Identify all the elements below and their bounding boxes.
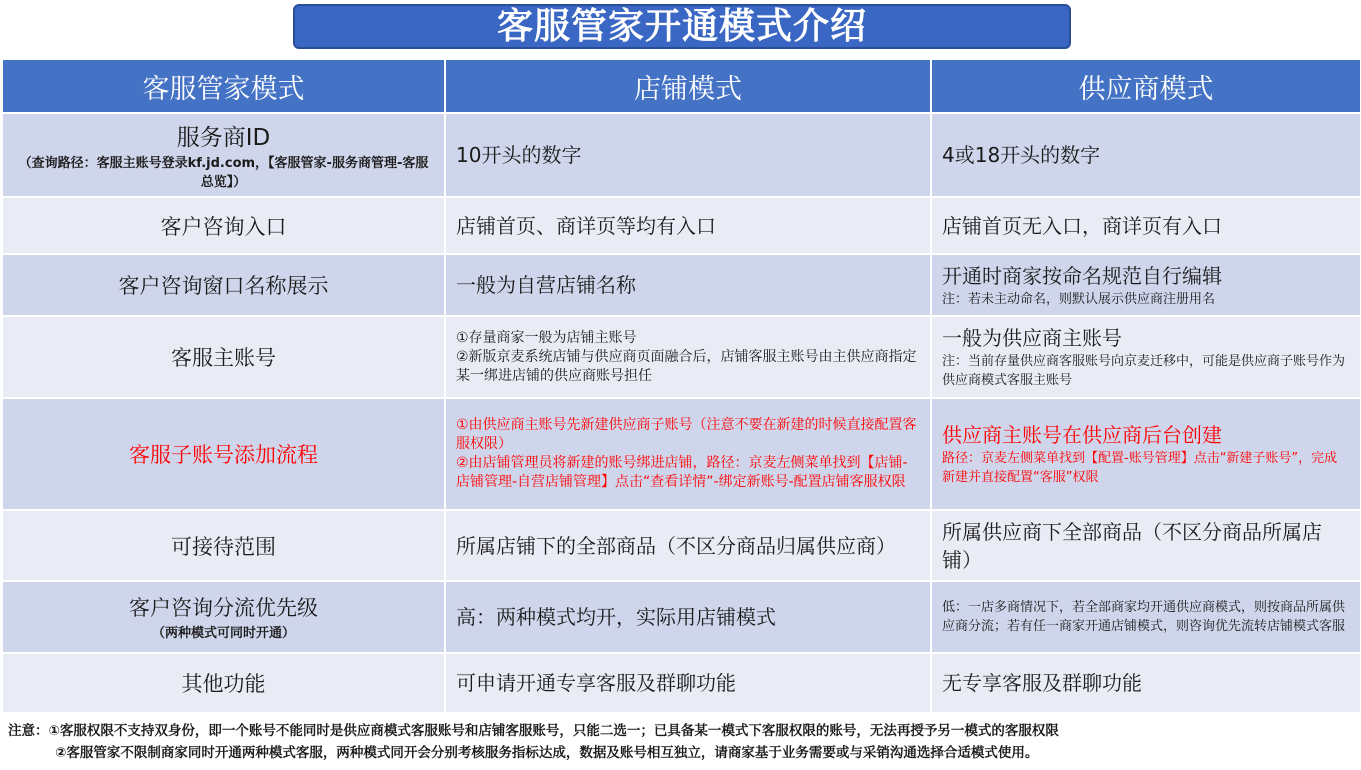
feature-cell: 客服主账号 [2, 316, 445, 398]
supplier-cell: 低：一店多商情况下，若全部商家均开通供应商模式，则按商品所属供应商分流；若有任一商家开通店铺模式，则咨询优先流转店铺模式客服 [931, 581, 1361, 653]
supplier-cell: 店铺首页无入口，商详页有入口 [931, 197, 1361, 254]
feature-cell: 其他功能 [2, 653, 445, 713]
table-row-priority [2, 581, 1361, 653]
supplier-cell: 4或18开头的数字 [931, 113, 1361, 197]
supplier-cell [931, 254, 1361, 316]
supplier-note: 注：若未主动命名，则默认展示供应商注册用名 [942, 291, 1216, 307]
shop-line: ②由店铺管理员将新建的账号绑进店铺，路径：京麦左侧菜单找到【店铺-店铺管理-自营店铺管理】点击“查看详情”-绑定新账号-配置店铺客服权限 [456, 455, 908, 490]
supplier-note: 路径：京麦左侧菜单找到【配置-账号管理】点击“新建子账号”，完成新建并直接配置“客服”权限 [942, 451, 1338, 485]
table-row-scope [2, 510, 1361, 581]
shop-cell: 所属店铺下的全部商品（不区分商品归属供应商） [445, 510, 931, 581]
supplier-main-text: 一般为供应商主账号 [942, 326, 1122, 350]
supplier-main-text: 供应商主账号在供应商后台创建 [942, 423, 1222, 447]
supplier-main-text: 开通时商家按命名规范自行编辑 [942, 263, 1222, 288]
feature-cell: 客户咨询窗口名称展示 [2, 254, 445, 316]
table-row-sub-account [2, 398, 1361, 510]
feature-cell [2, 113, 445, 197]
shop-cell: 10开头的数字 [445, 113, 931, 197]
table-row-other-functions [2, 653, 1361, 713]
header-shop-mode: 店铺模式 [445, 59, 931, 113]
table-row-main-account [2, 316, 1361, 398]
feature-sub-label: （查询路径：客服主账号登录kf.jd.com，【客服管家-服务商管理-客服总览】） [18, 155, 429, 190]
header-mode: 客服管家模式 [2, 59, 445, 113]
feature-sub-label: （两种模式可同时开通） [151, 625, 295, 641]
footer-note-1: 注意：①客服权限不支持双身份，即一个账号不能同时是供应商模式客服账号和店铺客服账号，只能二选一；已具备某一模式下客服权限的账号，无法再授予另一模式的客服权限 [8, 723, 1059, 739]
comparison-table [1, 58, 1361, 714]
page-title: 客服管家开通模式介绍 [293, 4, 1071, 49]
header-supplier-mode: 供应商模式 [931, 59, 1361, 113]
shop-line: ①存量商家一般为店铺主账号 [456, 329, 637, 346]
shop-cell: 高：两种模式均开，实际用店铺模式 [445, 581, 931, 653]
table-row-window-name [2, 254, 1361, 316]
shop-cell [445, 316, 931, 398]
table-row-service-id [2, 113, 1361, 197]
shop-cell: 店铺首页、商详页等均有入口 [445, 197, 931, 254]
footer-notes [8, 720, 1358, 764]
feature-cell: 客户咨询入口 [2, 197, 445, 254]
shop-line: ②新版京麦系统店铺与供应商页面融合后，店铺客服主账号由主供应商指定某一绑进店铺的供应商账号担任 [456, 348, 917, 384]
feature-label: 服务商ID [176, 124, 271, 151]
supplier-cell [931, 398, 1361, 510]
supplier-cell: 无专享客服及群聊功能 [931, 653, 1361, 713]
table-header-row [2, 59, 1361, 113]
footer-note-2: ②客服管家不限制商家同时开通两种模式客服，两种模式同开会分别考核服务指标达成，数据及账号相互独立，请商家基于业务需要或与采销沟通选择合适模式使用。 [55, 745, 1039, 761]
feature-cell [2, 581, 445, 653]
shop-line: ①由供应商主账号先新建供应商子账号（注意不要在新建的时候直接配置客服权限） [456, 417, 917, 452]
supplier-note: 注：当前存量供应商客服账号向京麦迁移中，可能是供应商子账号作为供应商模式客服主账号 [942, 354, 1346, 388]
table-row-entry [2, 197, 1361, 254]
feature-cell: 客服子账号添加流程 [2, 398, 445, 510]
shop-cell: 一般为自营店铺名称 [445, 254, 931, 316]
shop-cell: 可申请开通专享客服及群聊功能 [445, 653, 931, 713]
feature-label: 客户咨询分流优先级 [129, 595, 318, 620]
shop-cell [445, 398, 931, 510]
supplier-cell: 所属供应商下全部商品（不区分商品所属店铺） [931, 510, 1361, 581]
supplier-cell [931, 316, 1361, 398]
feature-cell: 可接待范围 [2, 510, 445, 581]
